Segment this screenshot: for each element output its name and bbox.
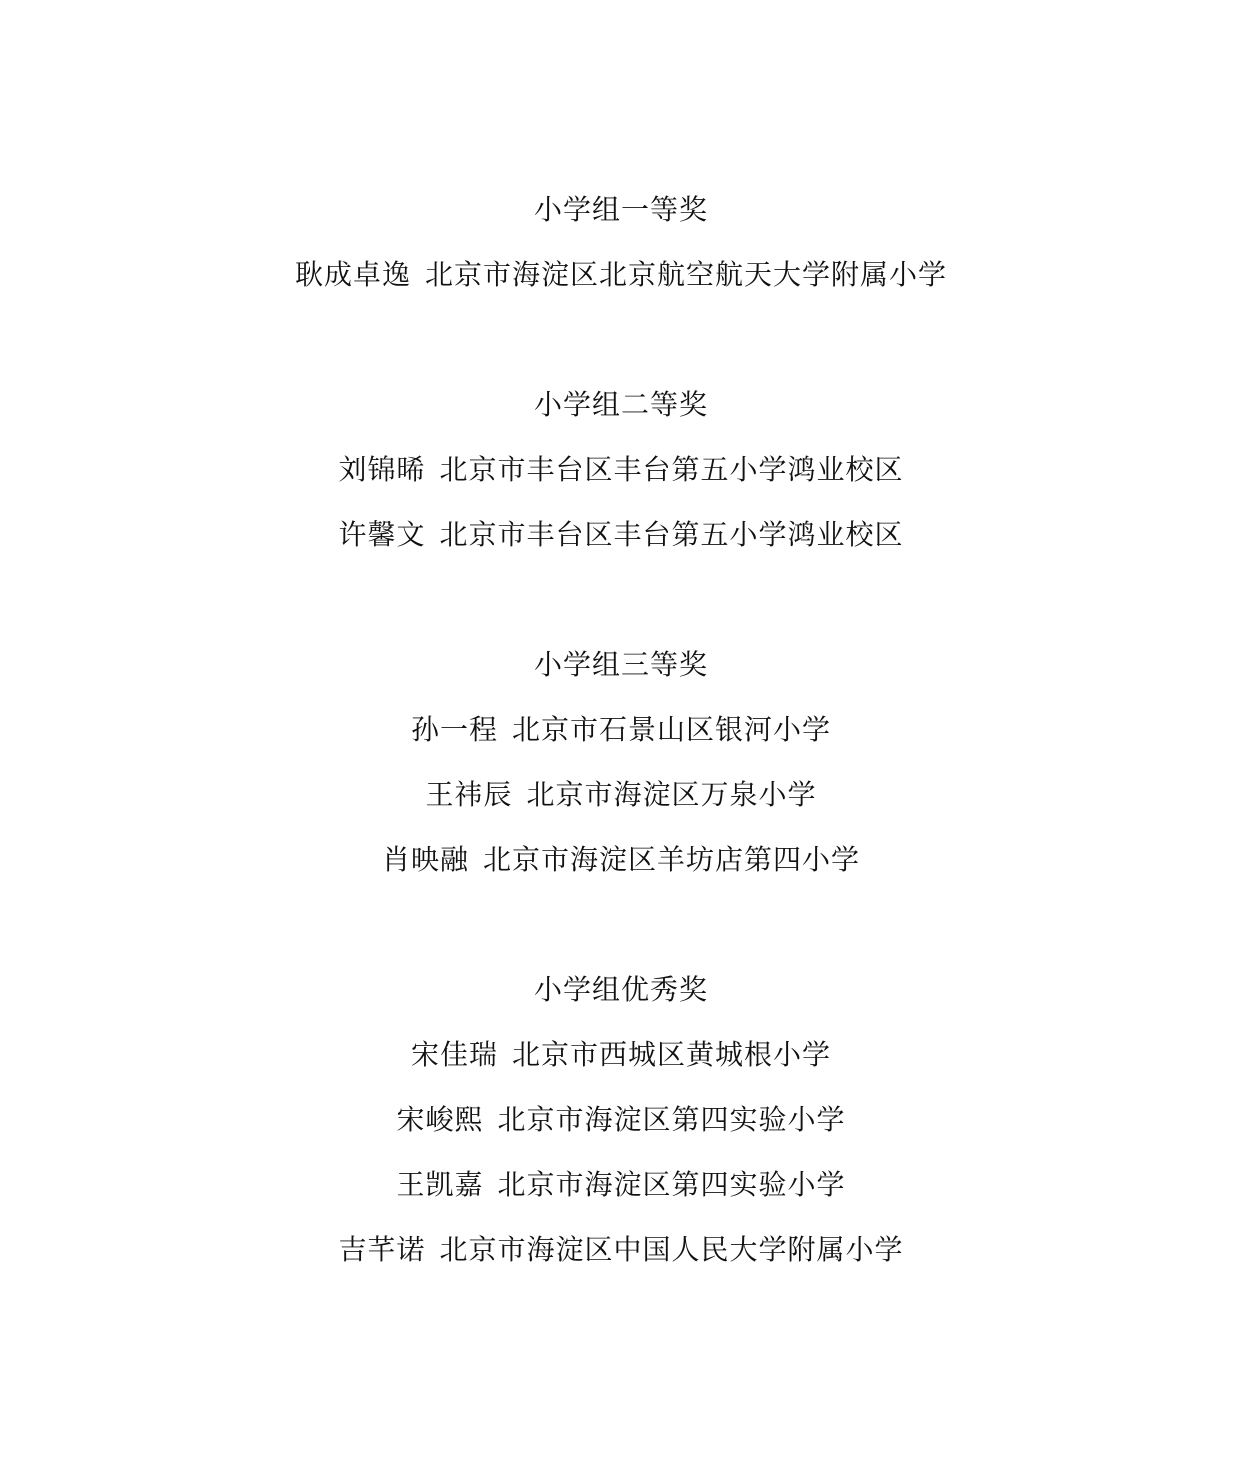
school-name: 北京市海淀区第四实验小学 bbox=[497, 1168, 846, 1201]
student-name: 耿成卓逸 bbox=[294, 258, 411, 291]
student-name: 宋佳瑞 bbox=[410, 1038, 498, 1071]
school-name: 北京市海淀区中国人民大学附属小学 bbox=[439, 1233, 904, 1266]
entry-row bbox=[0, 775, 1242, 815]
school-name: 北京市丰台区丰台第五小学鸿业校区 bbox=[439, 518, 904, 551]
school-name: 北京市丰台区丰台第五小学鸿业校区 bbox=[439, 453, 904, 486]
section-heading-third-prize: 小学组三等奖 bbox=[533, 648, 708, 681]
student-name: 王祎辰 bbox=[425, 778, 513, 811]
student-name: 宋峻熙 bbox=[396, 1103, 484, 1136]
entry-row bbox=[0, 1035, 1242, 1075]
school-name: 北京市海淀区羊坊店第四小学 bbox=[483, 843, 861, 876]
entry-row bbox=[0, 255, 1242, 295]
entry-row bbox=[0, 1165, 1242, 1205]
school-name: 北京市石景山区银河小学 bbox=[512, 713, 832, 746]
student-name: 许馨文 bbox=[338, 518, 426, 551]
entry-row bbox=[0, 710, 1242, 750]
section-heading-second-prize: 小学组二等奖 bbox=[533, 388, 708, 421]
section-heading-merit-prize: 小学组优秀奖 bbox=[533, 973, 708, 1006]
entry-row bbox=[0, 1100, 1242, 1140]
student-name: 王凯嘉 bbox=[396, 1168, 484, 1201]
school-name: 北京市海淀区第四实验小学 bbox=[497, 1103, 846, 1136]
student-name: 肖映融 bbox=[381, 843, 469, 876]
school-name: 北京市西城区黄城根小学 bbox=[512, 1038, 832, 1071]
student-name: 刘锦晞 bbox=[338, 453, 426, 486]
school-name: 北京市海淀区万泉小学 bbox=[526, 778, 817, 811]
school-name: 北京市海淀区北京航空航天大学附属小学 bbox=[425, 258, 948, 291]
student-name: 吉芊诺 bbox=[338, 1233, 426, 1266]
entry-row bbox=[0, 515, 1242, 555]
entry-row bbox=[0, 450, 1242, 490]
entry-row bbox=[0, 840, 1242, 880]
entry-row bbox=[0, 1230, 1242, 1270]
section-heading-first-prize: 小学组一等奖 bbox=[533, 193, 708, 226]
student-name: 孙一程 bbox=[410, 713, 498, 746]
